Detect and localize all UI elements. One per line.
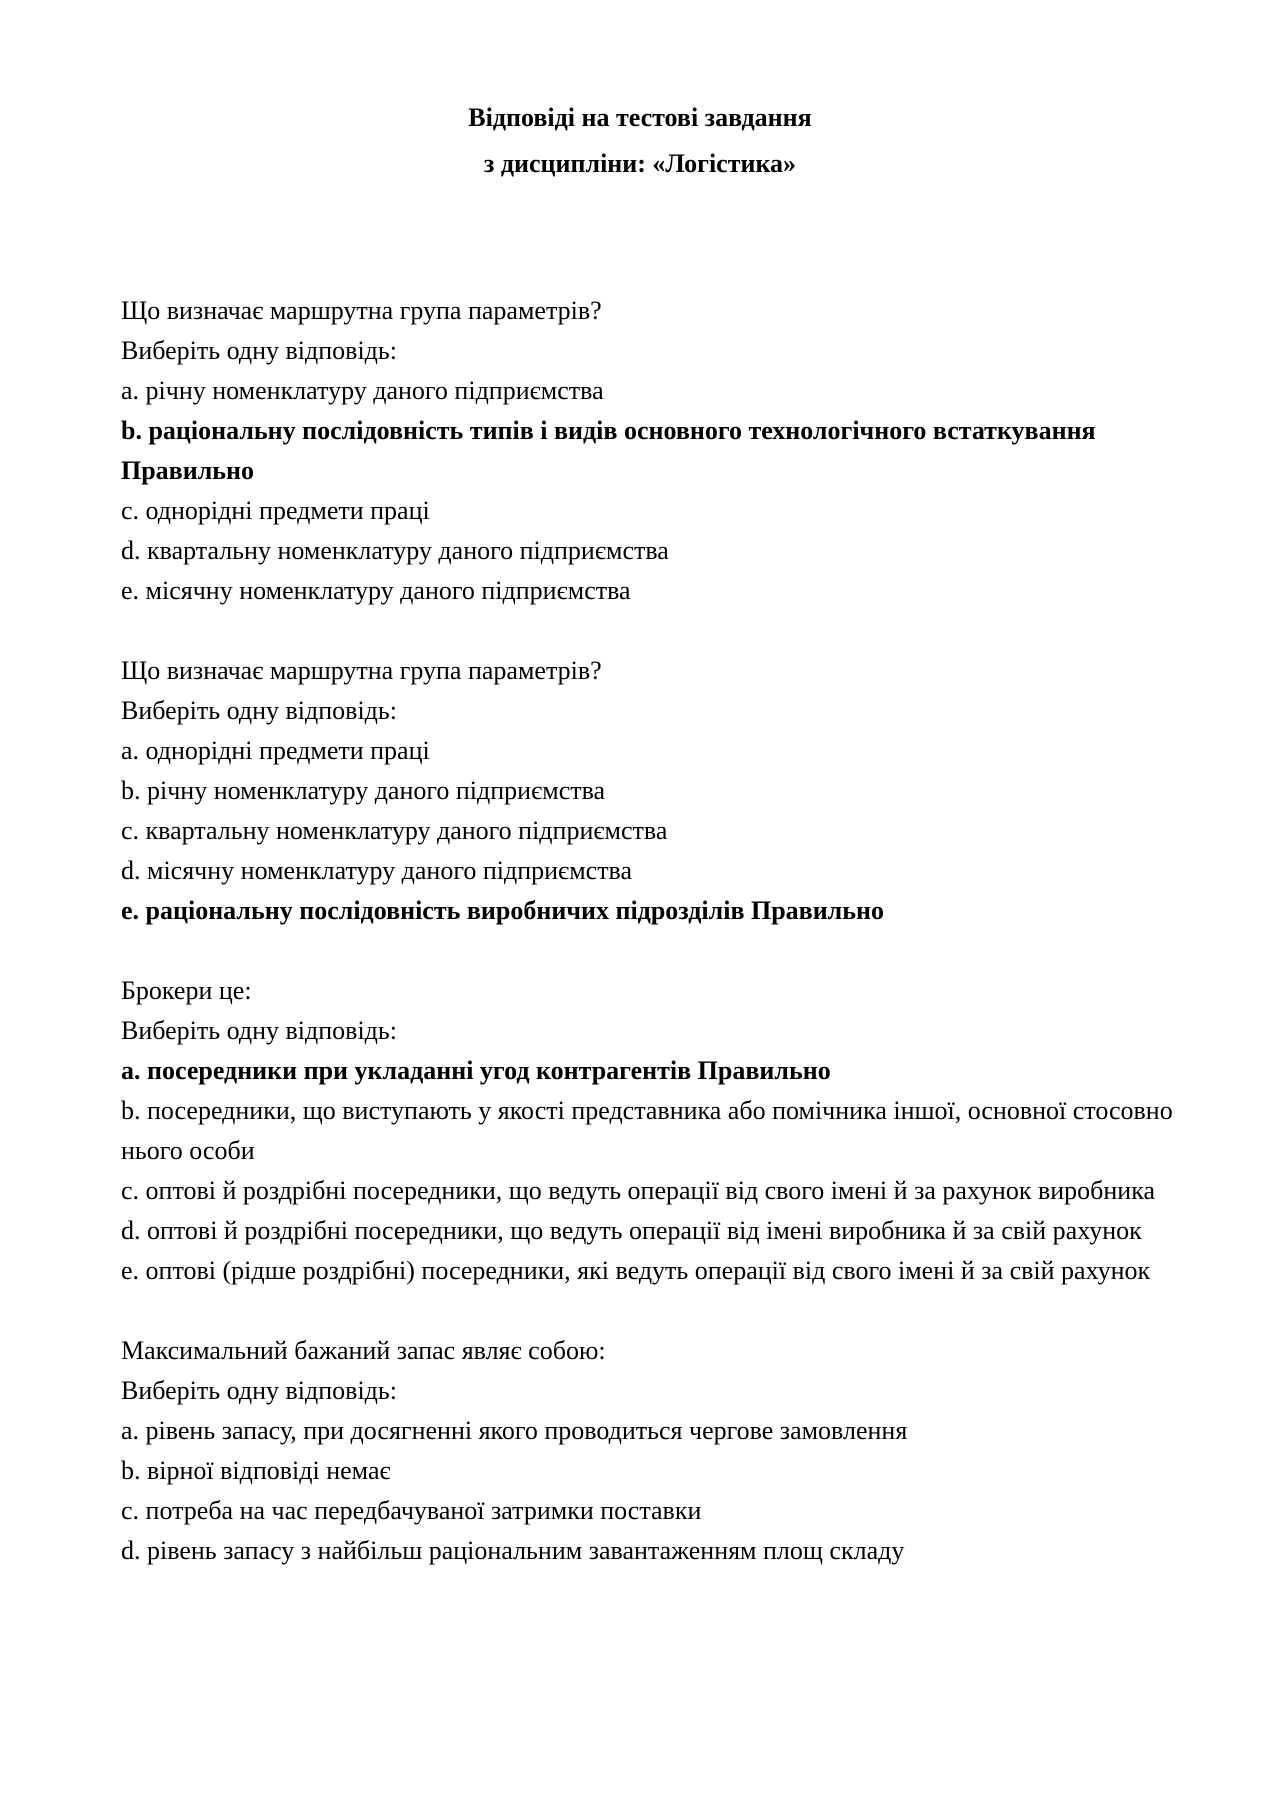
answer-option: d. рівень запасу з найбільш раціональним завантаженням площ складу (121, 1536, 905, 1565)
document-subtitle: з дисципліни: «Логістика» (483, 149, 797, 178)
question-block (121, 1331, 1191, 1571)
answer-option: e. місячну номенклатуру даного підприємства (121, 576, 631, 605)
answer-option: d. місячну номенклатуру даного підприємства (121, 856, 633, 885)
answer-option-correct: b. раціональну послідовність типів і видів основного технологічного встаткування Правильно (121, 416, 1096, 485)
answer-option-correct: e. раціональну послідовність виробничих підрозділів Правильно (121, 896, 885, 925)
answer-option: b. вірної відповіді немає (121, 1456, 391, 1485)
answer-option-correct: a. посередники при укладанні угод контрагентів Правильно (121, 1056, 831, 1085)
answer-option: a. рівень запасу, при досягненні якого проводиться чергове замовлення (121, 1416, 908, 1445)
question-block (121, 651, 1191, 931)
question-block (121, 291, 1191, 611)
question-instruction: Виберіть одну відповідь: (121, 1376, 397, 1405)
answer-option: c. оптові й роздрібні посередники, що ведуть операції від свого імені й за рахунок виробника (121, 1176, 1155, 1205)
question-instruction: Виберіть одну відповідь: (121, 696, 397, 725)
answer-option: a. річну номенклатуру даного підприємства (121, 376, 604, 405)
answer-option: d. оптові й роздрібні посередники, що ведуть операції від імені виробника й за свій рахунок (121, 1216, 1142, 1245)
question-list (121, 291, 1191, 1611)
answer-option: c. потреба на час передбачуваної затримки поставки (121, 1496, 702, 1525)
question-text: Що визначає маршрутна група параметрів? (121, 296, 602, 325)
question-block (121, 971, 1191, 1291)
question-text: Що визначає маршрутна група параметрів? (121, 656, 602, 685)
answer-option: c. однорідні предмети праці (121, 496, 430, 525)
answer-option: b. річну номенклатуру даного підприємства (121, 776, 606, 805)
answer-option: d. квартальну номенклатуру даного підприємства (121, 536, 669, 565)
answer-option: a. однорідні предмети праці (121, 736, 430, 765)
answer-option: e. оптові (рідше роздрібні) посередники, які ведуть операції від свого імені й за свій рахунок (121, 1256, 1151, 1285)
question-text: Максимальний бажаний запас являє собою: (121, 1336, 606, 1365)
question-instruction: Виберіть одну відповідь: (121, 336, 397, 365)
answer-option: c. квартальну номенклатуру даного підприємства (121, 816, 668, 845)
document-header (0, 103, 1280, 179)
question-instruction: Виберіть одну відповідь: (121, 1016, 397, 1045)
answer-option: b. посередники, що виступають у якості представника або помічника іншої, основної стосовно нього особи (121, 1096, 1173, 1165)
question-text: Брокери це: (121, 976, 252, 1005)
document-title: Відповіді на тестові завдання (468, 103, 812, 132)
